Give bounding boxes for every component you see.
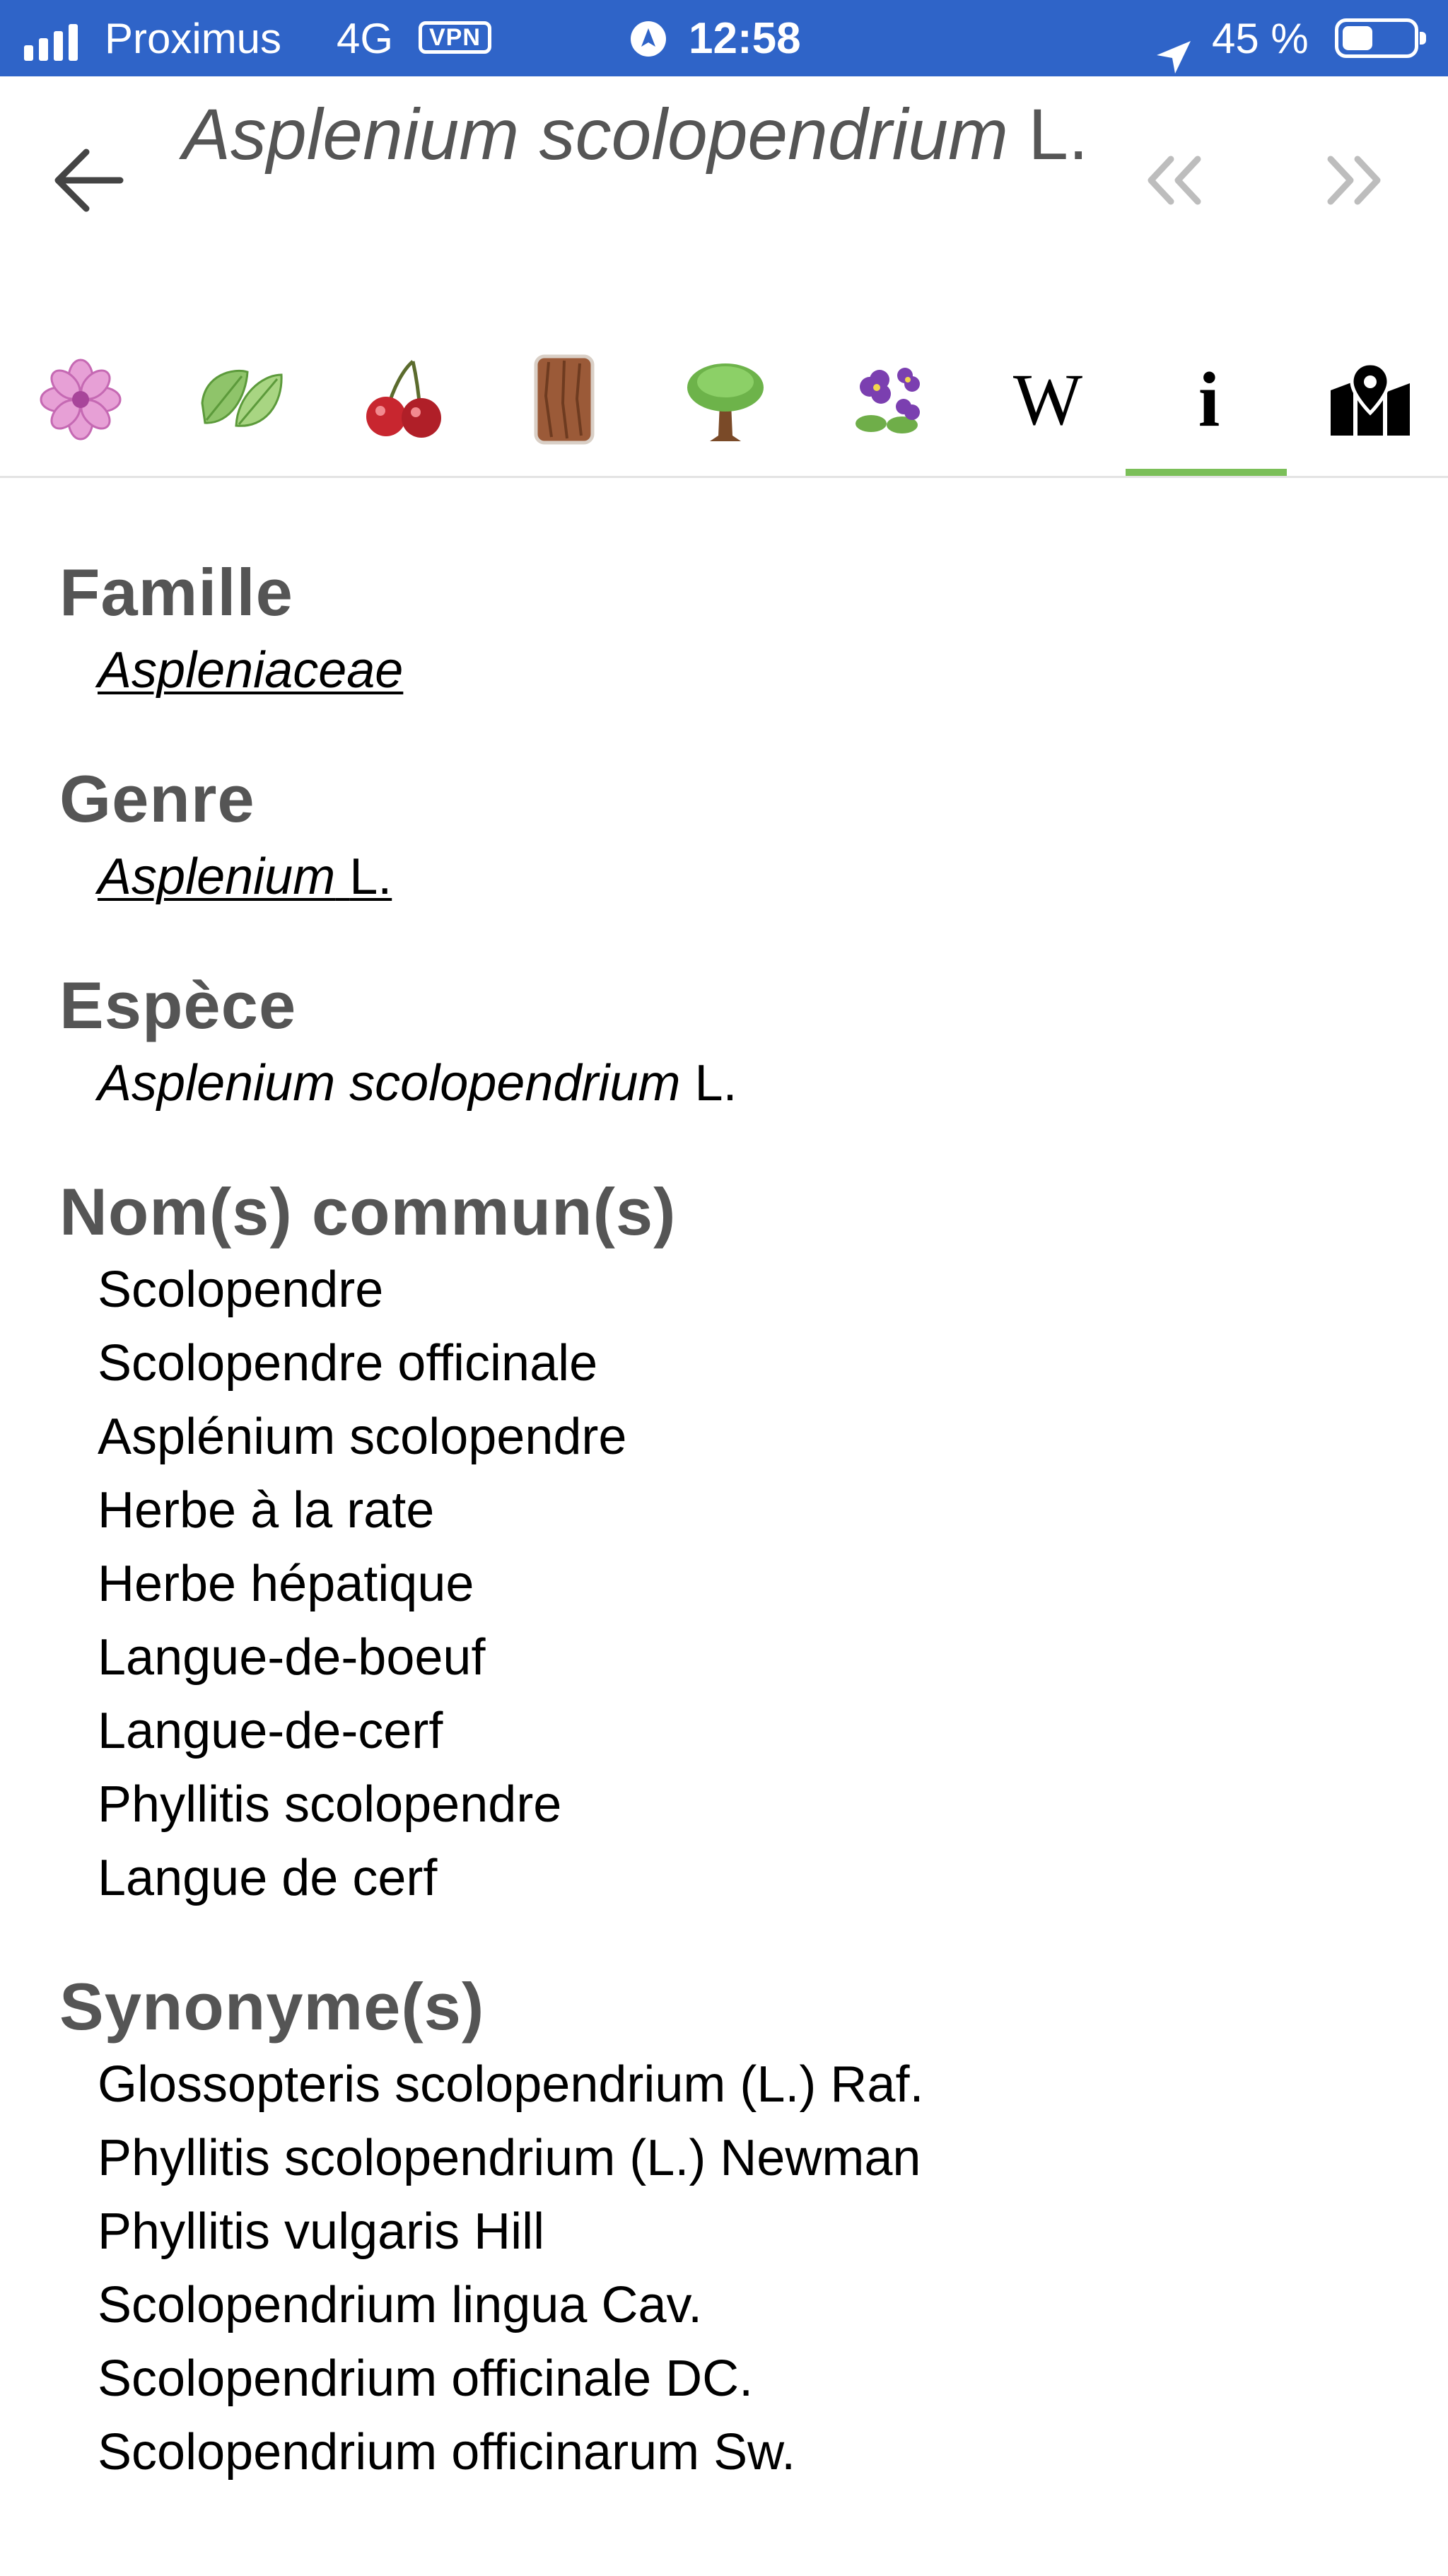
common-names-list bbox=[98, 1253, 1448, 1915]
previous-species-button[interactable] bbox=[1135, 141, 1213, 219]
bark-icon bbox=[530, 354, 598, 445]
list-item: Asplénium scolopendre bbox=[98, 1409, 627, 1465]
famille-value: Aspleniaceae bbox=[98, 642, 404, 699]
tab-bar bbox=[0, 322, 1448, 477]
status-bar bbox=[0, 0, 1448, 76]
clock: 12:58 bbox=[689, 13, 801, 63]
tab-bar-divider bbox=[0, 476, 1448, 478]
list-item: Phyllitis vulgaris Hill bbox=[98, 2203, 545, 2260]
wikipedia-icon: W bbox=[1012, 359, 1083, 441]
section-noms-communs bbox=[59, 1171, 1448, 1915]
famille-link[interactable] bbox=[98, 642, 403, 699]
carrier-name: Proximus bbox=[105, 14, 282, 62]
map-pin-icon bbox=[1328, 361, 1413, 438]
espece-value-wrap bbox=[98, 1047, 1448, 1120]
section-heading: Espèce bbox=[59, 968, 297, 1042]
tab-flower[interactable] bbox=[0, 332, 161, 467]
info-icon: i bbox=[1198, 356, 1220, 443]
title-author: L. bbox=[1028, 94, 1089, 175]
espece-author: L. bbox=[694, 1055, 737, 1112]
leaf-icon bbox=[198, 361, 286, 438]
cherry-icon bbox=[359, 356, 447, 443]
violet-plant-icon bbox=[843, 356, 930, 443]
list-item: Langue-de-boeuf bbox=[98, 1629, 486, 1686]
location-arrow-icon bbox=[1154, 20, 1193, 96]
tab-leaf[interactable] bbox=[161, 332, 322, 467]
section-famille bbox=[59, 552, 1448, 707]
double-chevron-right-icon bbox=[1315, 141, 1393, 219]
section-genre bbox=[59, 758, 1448, 914]
tab-tree[interactable] bbox=[645, 332, 806, 467]
navigation-icon bbox=[631, 21, 666, 57]
back-button[interactable] bbox=[49, 145, 127, 216]
section-heading: Nom(s) commun(s) bbox=[59, 1175, 677, 1249]
arrow-left-icon bbox=[49, 145, 127, 216]
next-species-button[interactable] bbox=[1315, 141, 1393, 219]
list-item: Scolopendrium officinale DC. bbox=[98, 2350, 754, 2407]
famille-value-wrap bbox=[98, 634, 1448, 707]
tab-map[interactable] bbox=[1290, 332, 1448, 467]
tree-icon bbox=[682, 354, 769, 445]
list-item: Herbe hépatique bbox=[98, 1556, 474, 1612]
tab-info[interactable] bbox=[1128, 332, 1290, 467]
tab-plant[interactable] bbox=[806, 332, 967, 467]
list-item: Phyllitis scolopendrium (L.) Newman bbox=[98, 2130, 921, 2186]
double-chevron-left-icon bbox=[1135, 141, 1213, 219]
list-item: Scolopendrium lingua Cav. bbox=[98, 2277, 703, 2333]
section-heading: Genre bbox=[59, 762, 255, 836]
flower-icon bbox=[38, 357, 123, 442]
vpn-badge: VPN bbox=[419, 21, 491, 54]
genre-author: L. bbox=[349, 849, 392, 905]
genre-value: Asplenium bbox=[98, 849, 336, 905]
battery-icon bbox=[1335, 18, 1418, 58]
tab-fruit[interactable] bbox=[322, 332, 484, 467]
section-heading: Famille bbox=[59, 555, 293, 629]
battery-percentage: 45 % bbox=[1212, 14, 1309, 62]
section-synonymes bbox=[59, 1966, 1448, 2489]
page-title bbox=[182, 92, 1102, 177]
list-item: Scolopendre bbox=[98, 1261, 384, 1318]
title-scientific-name: Asplenium scolopendrium bbox=[182, 94, 1008, 175]
espece-value: Asplenium scolopendrium bbox=[98, 1055, 681, 1112]
genre-value-wrap bbox=[98, 840, 1448, 914]
list-item: Phyllitis scolopendre bbox=[98, 1776, 562, 1833]
list-item: Scolopendre officinale bbox=[98, 1335, 598, 1392]
list-item: Langue de cerf bbox=[98, 1850, 438, 1906]
synonyms-list bbox=[98, 2048, 1448, 2489]
list-item: Scolopendrium officinarum Sw. bbox=[98, 2424, 796, 2481]
section-espece bbox=[59, 964, 1448, 1120]
section-heading: Synonyme(s) bbox=[59, 1969, 485, 2044]
list-item: Langue-de-cerf bbox=[98, 1703, 443, 1759]
tab-wikipedia[interactable] bbox=[967, 332, 1128, 467]
list-item: Herbe à la rate bbox=[98, 1482, 435, 1539]
species-info bbox=[0, 552, 1448, 2540]
tab-bark[interactable] bbox=[484, 332, 645, 467]
network-type: 4G bbox=[337, 14, 394, 62]
genre-link[interactable] bbox=[98, 849, 392, 905]
signal-strength-icon bbox=[24, 7, 78, 61]
list-item: Glossopteris scolopendrium (L.) Raf. bbox=[98, 2056, 924, 2113]
